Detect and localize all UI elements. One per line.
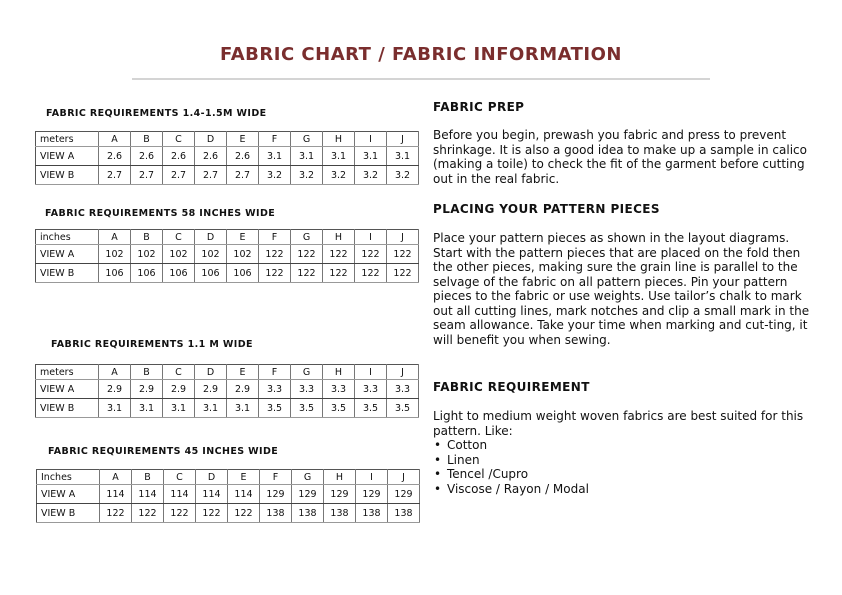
table-title-1: FABRIC REQUIREMENTS 1.4-1.5M WIDE — [46, 108, 267, 119]
table-cell: 2.7 — [227, 166, 259, 185]
placing-text: Place your pattern pieces as shown in the layout diagrams. Start with the pattern pieces that are placed on the fold then the other pieces, making sure the grain line is parallel to the selvage of the fabric on all pattern pieces. Pin your pattern pieces to the fabric or use weights. Use tailor’s chalk to mark out all cutting lines, mark notches and clip a small mark in the seam allowance. Take your time when marking and cut-ting, it will benefit you when sewing. — [433, 231, 810, 347]
table-cell: 122 — [323, 264, 355, 283]
table-cell: 122 — [387, 245, 419, 264]
column-header: D — [195, 132, 227, 147]
column-header: I — [355, 230, 387, 245]
column-header: B — [131, 365, 163, 380]
table-row — [36, 264, 419, 283]
column-header: A — [99, 365, 131, 380]
table-cell: 2.7 — [195, 166, 227, 185]
row-label: VIEW B — [36, 166, 99, 185]
table-cell: 3.5 — [355, 399, 387, 418]
unit-label: Inches — [37, 470, 100, 485]
column-header: E — [227, 230, 259, 245]
table-cell: 3.1 — [355, 147, 387, 166]
column-header: E — [228, 470, 260, 485]
column-header: F — [259, 365, 291, 380]
table-row — [37, 504, 420, 523]
table-title-4: FABRIC REQUIREMENTS 45 INCHES WIDE — [48, 446, 279, 457]
table-cell: 129 — [260, 485, 292, 504]
table-cell: 122 — [132, 504, 164, 523]
placing-heading: PLACING YOUR PATTERN PIECES — [433, 202, 660, 216]
table-title-3: FABRIC REQUIREMENTS 1.1 M WIDE — [51, 339, 253, 350]
row-label: VIEW B — [36, 264, 99, 283]
fabric-prep-heading: FABRIC PREP — [433, 100, 525, 114]
table-cell: 3.1 — [99, 399, 131, 418]
table-cell: 102 — [131, 245, 163, 264]
requirement-text: Light to medium weight woven fabrics are best suited for this pattern. Like: — [433, 409, 804, 438]
table-cell: 2.7 — [163, 166, 195, 185]
table-cell: 129 — [324, 485, 356, 504]
column-header: C — [164, 470, 196, 485]
list-item: • Tencel /Cupro — [433, 467, 589, 482]
column-header: I — [355, 132, 387, 147]
column-header: D — [195, 365, 227, 380]
table-cell: 3.2 — [291, 166, 323, 185]
table-row — [36, 166, 419, 185]
table-cell: 3.5 — [387, 399, 419, 418]
table-cell: 122 — [355, 245, 387, 264]
table-cell: 3.5 — [323, 399, 355, 418]
column-header: B — [131, 132, 163, 147]
column-header: A — [100, 470, 132, 485]
table-cell: 3.2 — [387, 166, 419, 185]
table-cell: 122 — [196, 504, 228, 523]
table-cell: 3.5 — [291, 399, 323, 418]
table-cell: 3.3 — [259, 380, 291, 399]
table-cell: 2.9 — [99, 380, 131, 399]
column-header: J — [388, 470, 420, 485]
column-header: A — [99, 132, 131, 147]
table-cell: 138 — [324, 504, 356, 523]
table-cell: 3.2 — [323, 166, 355, 185]
fabric-prep-text: Before you begin, prewash you fabric and press to prevent shrinkage. It is also a good idea to make up a sample in calico (making a toile) to check the fit of the garment before cutting out in the real fabric. — [433, 128, 807, 186]
table-row — [36, 380, 419, 399]
table-header-row — [36, 365, 419, 380]
column-header: C — [163, 365, 195, 380]
table-cell: 114 — [164, 485, 196, 504]
table-cell: 122 — [291, 264, 323, 283]
table-cell: 3.1 — [291, 147, 323, 166]
table-cell: 2.9 — [131, 380, 163, 399]
table-cell: 122 — [355, 264, 387, 283]
table-cell: 102 — [195, 245, 227, 264]
table-cell: 3.3 — [323, 380, 355, 399]
table-cell: 106 — [227, 264, 259, 283]
column-header: E — [227, 132, 259, 147]
table-cell: 129 — [292, 485, 324, 504]
table-cell: 2.6 — [163, 147, 195, 166]
row-label: VIEW A — [36, 245, 99, 264]
column-header: I — [355, 365, 387, 380]
row-label: VIEW A — [36, 147, 99, 166]
table-cell: 2.6 — [131, 147, 163, 166]
column-header: A — [99, 230, 131, 245]
column-header: G — [292, 470, 324, 485]
table-cell: 122 — [291, 245, 323, 264]
column-header: G — [291, 132, 323, 147]
table-cell: 129 — [388, 485, 420, 504]
column-header: C — [163, 132, 195, 147]
table-cell: 114 — [196, 485, 228, 504]
table-cell: 122 — [100, 504, 132, 523]
table-cell: 3.3 — [355, 380, 387, 399]
fabric-table-3 — [35, 364, 419, 418]
unit-label: meters — [36, 132, 99, 147]
table-cell: 102 — [227, 245, 259, 264]
table-cell: 138 — [292, 504, 324, 523]
table-cell: 2.7 — [99, 166, 131, 185]
table-cell: 106 — [131, 264, 163, 283]
list-item: • Cotton — [433, 438, 589, 453]
table-cell: 3.3 — [291, 380, 323, 399]
table-cell: 122 — [259, 264, 291, 283]
table-cell: 3.1 — [163, 399, 195, 418]
table-row — [36, 147, 419, 166]
title-divider — [132, 78, 710, 80]
table-cell: 2.9 — [195, 380, 227, 399]
fabric-table-4 — [36, 469, 420, 523]
table-cell: 2.6 — [99, 147, 131, 166]
table-cell: 122 — [387, 264, 419, 283]
list-item: • Linen — [433, 453, 589, 468]
table-cell: 3.3 — [387, 380, 419, 399]
table-cell: 138 — [388, 504, 420, 523]
table-cell: 138 — [260, 504, 292, 523]
table-cell: 3.1 — [131, 399, 163, 418]
column-header: F — [259, 230, 291, 245]
column-header: D — [196, 470, 228, 485]
unit-label: meters — [36, 365, 99, 380]
table-cell: 122 — [259, 245, 291, 264]
table-cell: 2.6 — [195, 147, 227, 166]
table-cell: 2.9 — [163, 380, 195, 399]
table-cell: 106 — [163, 264, 195, 283]
column-header: G — [291, 365, 323, 380]
list-item: • Viscose / Rayon / Modal — [433, 482, 589, 497]
table-cell: 3.1 — [387, 147, 419, 166]
table-row — [36, 399, 419, 418]
table-cell: 3.1 — [323, 147, 355, 166]
table-cell: 114 — [228, 485, 260, 504]
table-cell: 3.2 — [259, 166, 291, 185]
column-header: J — [387, 132, 419, 147]
table-cell: 106 — [195, 264, 227, 283]
column-header: F — [260, 470, 292, 485]
column-header: B — [131, 230, 163, 245]
table-cell: 102 — [163, 245, 195, 264]
table-header-row — [36, 230, 419, 245]
fabric-list — [433, 438, 589, 496]
column-header: H — [323, 365, 355, 380]
table-cell: 122 — [164, 504, 196, 523]
column-header: J — [387, 365, 419, 380]
fabric-table-1 — [35, 131, 419, 185]
fabric-table-2 — [35, 229, 419, 283]
column-header: I — [356, 470, 388, 485]
table-cell: 3.1 — [195, 399, 227, 418]
column-header: C — [163, 230, 195, 245]
column-header: E — [227, 365, 259, 380]
table-cell: 114 — [100, 485, 132, 504]
unit-label: inches — [36, 230, 99, 245]
table-cell: 3.1 — [259, 147, 291, 166]
table-cell: 129 — [356, 485, 388, 504]
column-header: G — [291, 230, 323, 245]
table-header-row — [37, 470, 420, 485]
table-cell: 3.1 — [227, 399, 259, 418]
table-cell: 3.5 — [259, 399, 291, 418]
table-title-2: FABRIC REQUIREMENTS 58 INCHES WIDE — [45, 208, 276, 219]
column-header: H — [323, 132, 355, 147]
table-cell: 122 — [323, 245, 355, 264]
table-cell: 114 — [132, 485, 164, 504]
row-label: VIEW B — [36, 399, 99, 418]
table-header-row — [36, 132, 419, 147]
table-cell: 102 — [99, 245, 131, 264]
column-header: F — [259, 132, 291, 147]
table-row — [37, 485, 420, 504]
column-header: B — [132, 470, 164, 485]
column-header: H — [324, 470, 356, 485]
row-label: VIEW A — [37, 485, 100, 504]
row-label: VIEW A — [36, 380, 99, 399]
requirement-heading: FABRIC REQUIREMENT — [433, 380, 590, 394]
table-cell: 2.9 — [227, 380, 259, 399]
page-title: FABRIC CHART / FABRIC INFORMATION — [220, 44, 622, 65]
column-header: H — [323, 230, 355, 245]
table-cell: 3.2 — [355, 166, 387, 185]
table-cell: 138 — [356, 504, 388, 523]
table-cell: 106 — [99, 264, 131, 283]
table-cell: 2.6 — [227, 147, 259, 166]
column-header: D — [195, 230, 227, 245]
column-header: J — [387, 230, 419, 245]
row-label: VIEW B — [37, 504, 100, 523]
table-row — [36, 245, 419, 264]
table-cell: 2.7 — [131, 166, 163, 185]
table-cell: 122 — [228, 504, 260, 523]
